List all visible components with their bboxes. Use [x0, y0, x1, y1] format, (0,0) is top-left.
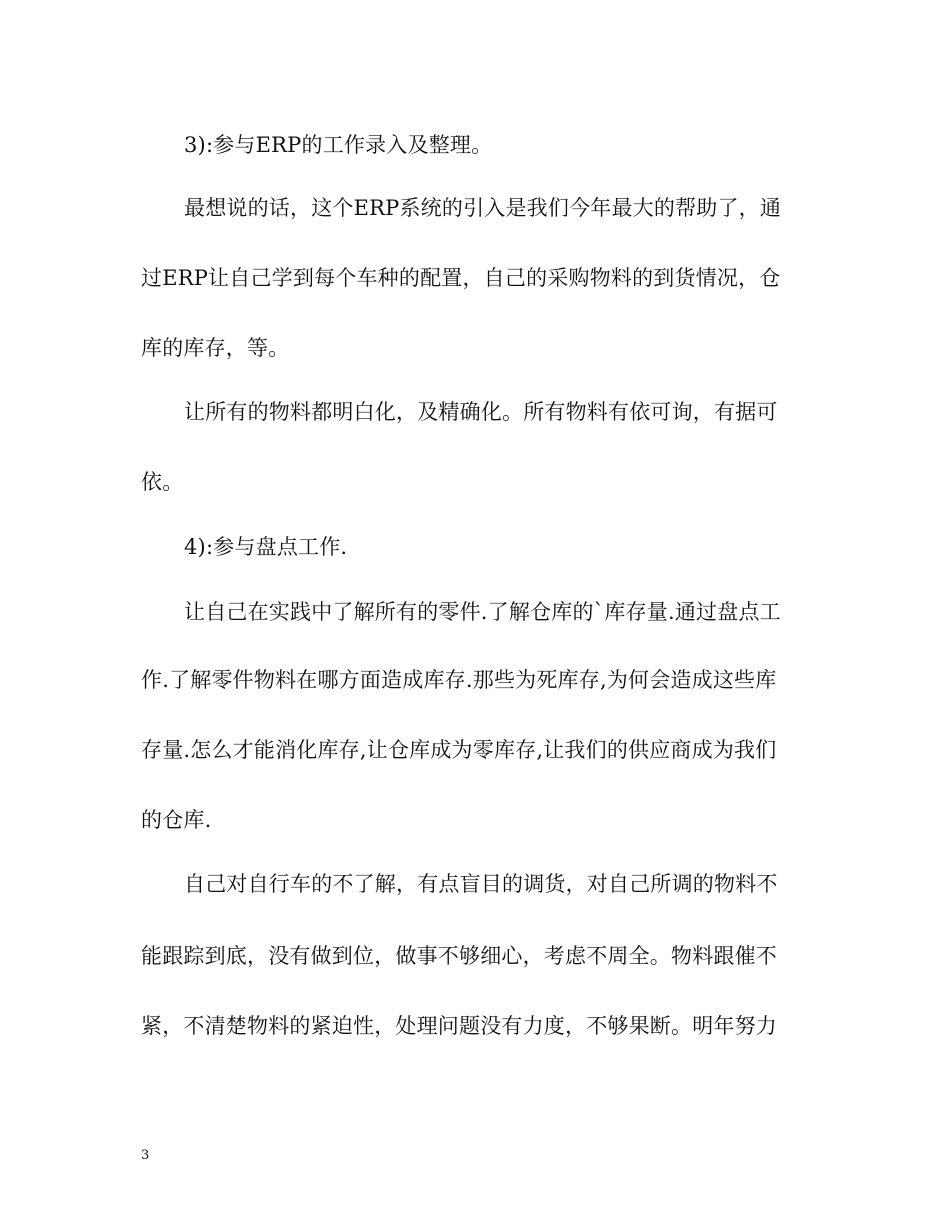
paragraph-line: 最想说的话，这个ERP系统的引入是我们今年最大的帮助了，通 [184, 196, 782, 220]
paragraph-line: 过ERP让自己学到每个车种的配置，自己的采购物料的到货情况，仓 [141, 266, 781, 290]
paragraph-line: 3):参与ERP的工作录入及整理。 [184, 133, 493, 157]
page-number: 3 [141, 1148, 150, 1163]
paragraph-line: 自己对自行车的不了解，有点盲目的调货，对自己所调的物料不 [184, 872, 778, 896]
paragraph-line: 让所有的物料都明白化，及精确化。所有物料有依可询，有据可 [184, 400, 778, 424]
paragraph-line: 存量.怎么才能消化库存,让仓库成为零库存,让我们的供应商成为我们 [141, 738, 777, 762]
paragraph-line: 让自己在实践中了解所有的零件.了解仓库的`库存量.通过盘点工 [184, 600, 781, 624]
paragraph-line: 的仓库. [141, 808, 212, 832]
paragraph-line: 依。 [141, 470, 184, 494]
paragraph-line: 能跟踪到底，没有做到位，做事不够细心，考虑不周全。物料跟催不 [141, 944, 777, 968]
paragraph-line: 库的库存，等。 [141, 336, 290, 360]
paragraph-line: 4):参与盘点工作. [184, 535, 348, 559]
paragraph-line: 紧，不清楚物料的紧迫性，处理问题没有力度，不够果断。明年努力 [141, 1014, 777, 1038]
paragraph-line: 作.了解零件物料在哪方面造成库存.那些为死库存,为何会造成这些库 [141, 668, 777, 692]
